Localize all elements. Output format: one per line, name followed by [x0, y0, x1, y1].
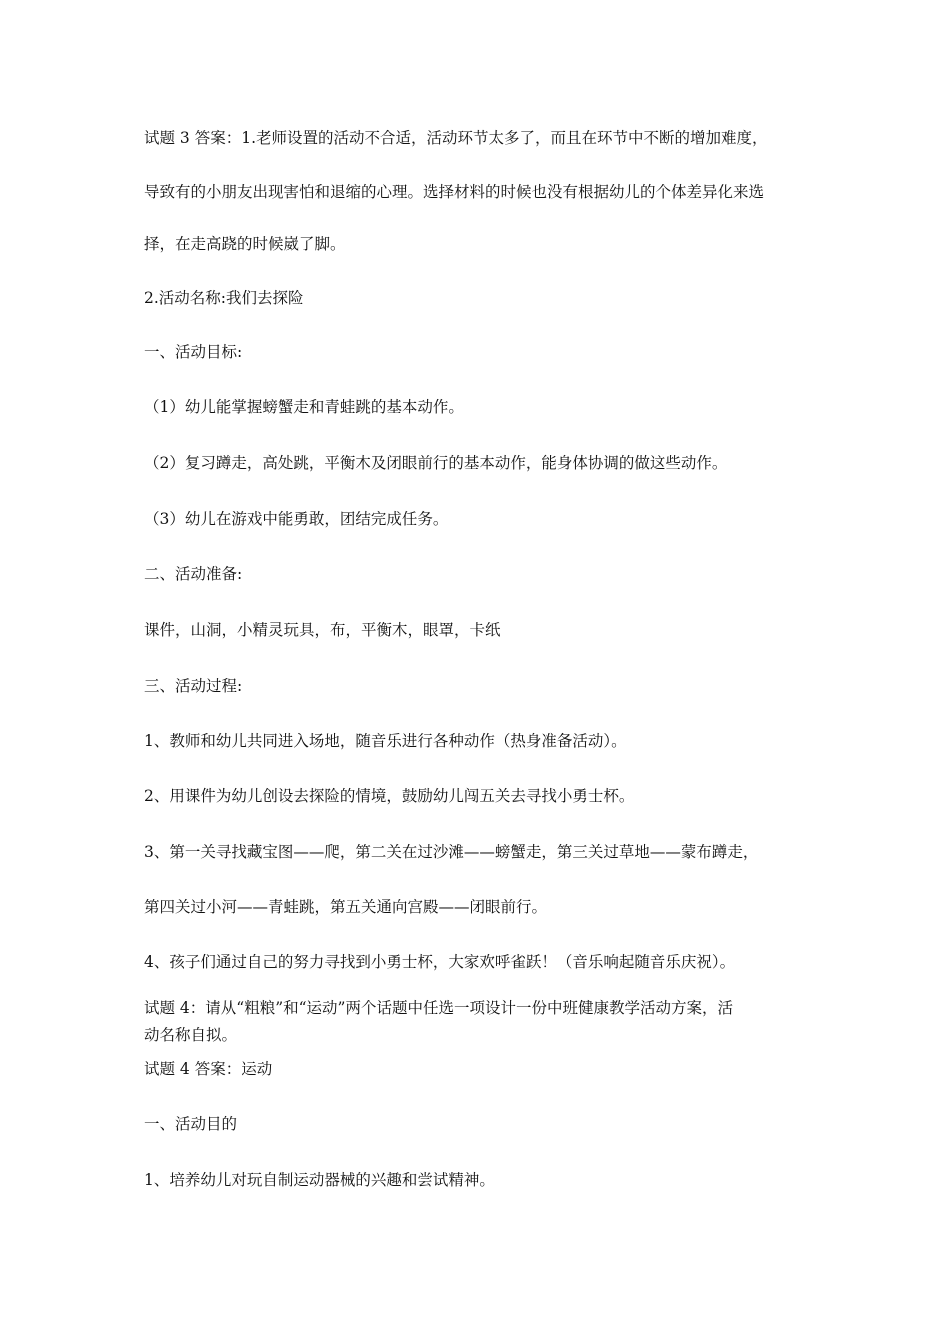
process-step-1: 1、教师和幼儿共同进入场地，随音乐进行各种动作（热身准备活动）。: [144, 732, 627, 750]
answer-4-section-heading: 一、活动目的: [144, 1115, 238, 1133]
process-step-3-line-1: 3、第一关寻找藏宝图——爬，第二关在过沙滩——螃蟹走，第三关过草地——蒙布蹲走，: [144, 843, 759, 861]
activity-name: 2.活动名称:我们去探险: [144, 289, 304, 307]
question-4-line-2: 动名称自拟。: [144, 1026, 238, 1044]
section-heading-goals: 一、活动目标:: [144, 343, 243, 361]
answer-3-line-1: 试题 3 答案：1.老师设置的活动不合适，活动环节太多了，而且在环节中不断的增加难度，: [144, 129, 768, 147]
section-heading-preparation: 二、活动准备:: [144, 565, 243, 583]
question-4-line-1: 试题 4：请从“粗粮”和“运动”两个话题中任选一项设计一份中班健康教学活动方案，活: [144, 999, 733, 1017]
answer-4-item-1: 1、培养幼儿对玩自制运动器械的兴趣和尝试精神。: [144, 1171, 495, 1189]
process-step-4: 4、孩子们通过自己的努力寻找到小勇士杯，大家欢呼雀跃！（音乐响起随音乐庆祝）。: [144, 953, 736, 971]
preparation-materials: 课件，山洞，小精灵玩具，布，平衡木，眼罩，卡纸: [144, 621, 501, 639]
section-heading-process: 三、活动过程:: [144, 677, 243, 695]
goal-item-1: （1）幼儿能掌握螃蟹走和青蛙跳的基本动作。: [144, 398, 464, 416]
answer-4-heading: 试题 4 答案：运动: [144, 1060, 273, 1078]
answer-3-line-2: 导致有的小朋友出现害怕和退缩的心理。选择材料的时候也没有根据幼儿的个体差异化来选: [144, 183, 765, 201]
answer-3-line-3: 择，在走高跷的时候崴了脚。: [144, 235, 346, 253]
goal-item-3: （3）幼儿在游戏中能勇敢，团结完成任务。: [144, 510, 449, 528]
process-step-2: 2、用课件为幼儿创设去探险的情境，鼓励幼儿闯五关去寻找小勇士杯。: [144, 787, 635, 805]
process-step-3-line-2: 第四关过小河——青蛙跳，第五关通向宫殿——闭眼前行。: [144, 898, 548, 916]
goal-item-2: （2）复习蹲走，高处跳，平衡木及闭眼前行的基本动作，能身体协调的做这些动作。: [144, 454, 728, 472]
